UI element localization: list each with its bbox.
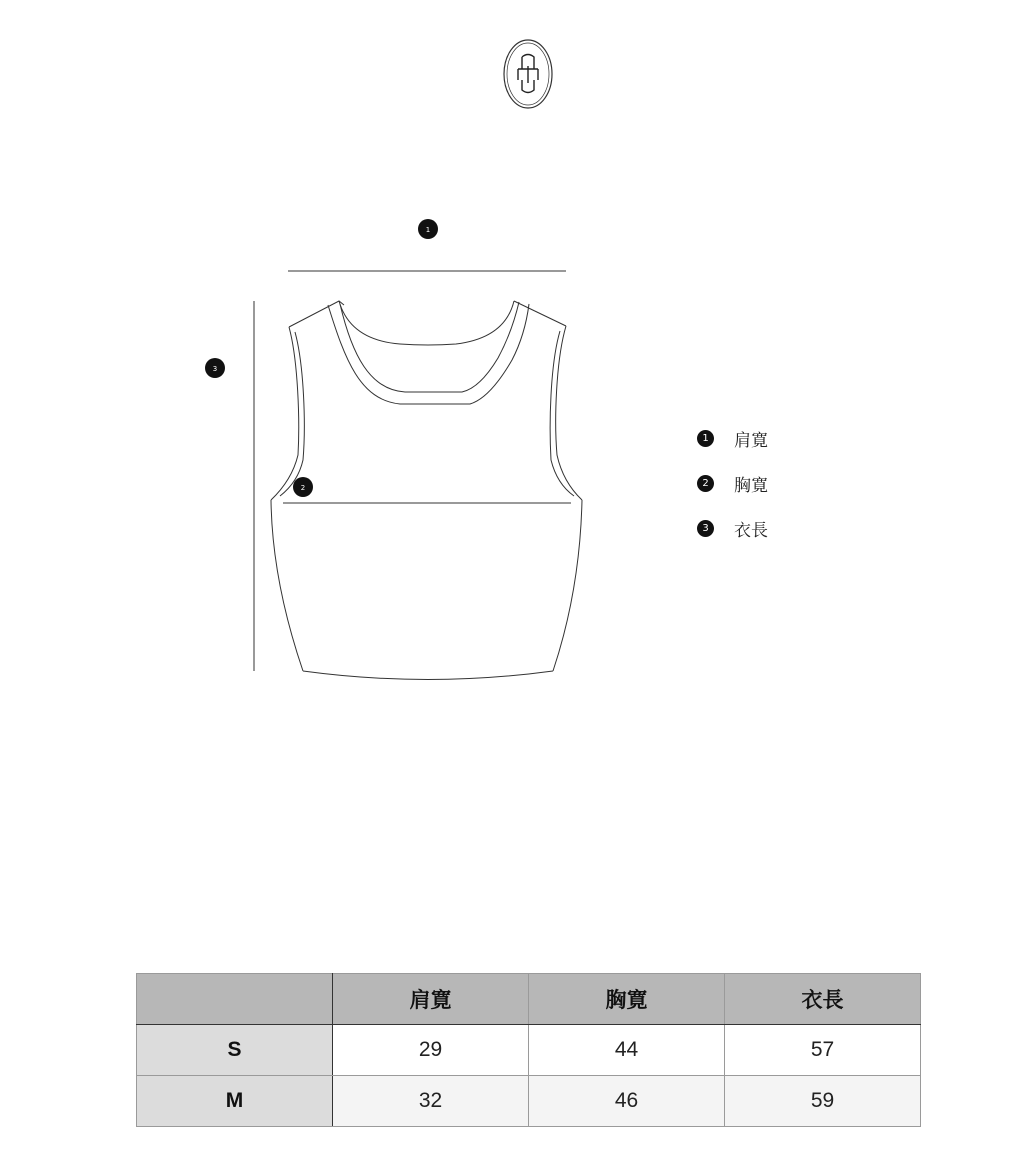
svg-text:2: 2 [300,484,306,492]
legend-item-chest [697,471,897,495]
table-row [137,1025,921,1076]
legend-number-badge: 3 [697,520,714,537]
header-chest-width: 胸寛 [529,974,725,1025]
legend-number-badge: 2 [697,475,714,492]
legend-label: 胸寛 [734,475,768,496]
table-cell: 57 [725,1025,921,1076]
table-cell: 46 [529,1076,725,1127]
size-label: M [137,1076,333,1127]
legend-item-length [697,516,897,540]
header-length: 衣長 [725,974,921,1025]
marker-1-badge [418,219,438,239]
table-cell: 44 [529,1025,725,1076]
table-cell: 32 [333,1076,529,1127]
table-header-row [137,974,921,1025]
legend-label: 肩寛 [734,430,768,451]
table-cell: 29 [333,1025,529,1076]
table-cell: 59 [725,1076,921,1127]
table-row [137,1076,921,1127]
svg-text:1: 1 [425,226,431,234]
legend-number-badge: 1 [697,430,714,447]
header-shoulder-width: 肩寛 [333,974,529,1025]
marker-3-badge [205,358,225,378]
svg-text:3: 3 [212,365,218,373]
table-corner-cell [137,974,333,1025]
marker-2-badge [293,477,313,497]
measurement-legend [697,426,897,561]
tank-top-sketch [271,301,582,680]
legend-label: 衣長 [734,520,768,541]
legend-item-shoulder [697,426,897,450]
size-label: S [137,1025,333,1076]
size-chart-table [136,973,921,1127]
